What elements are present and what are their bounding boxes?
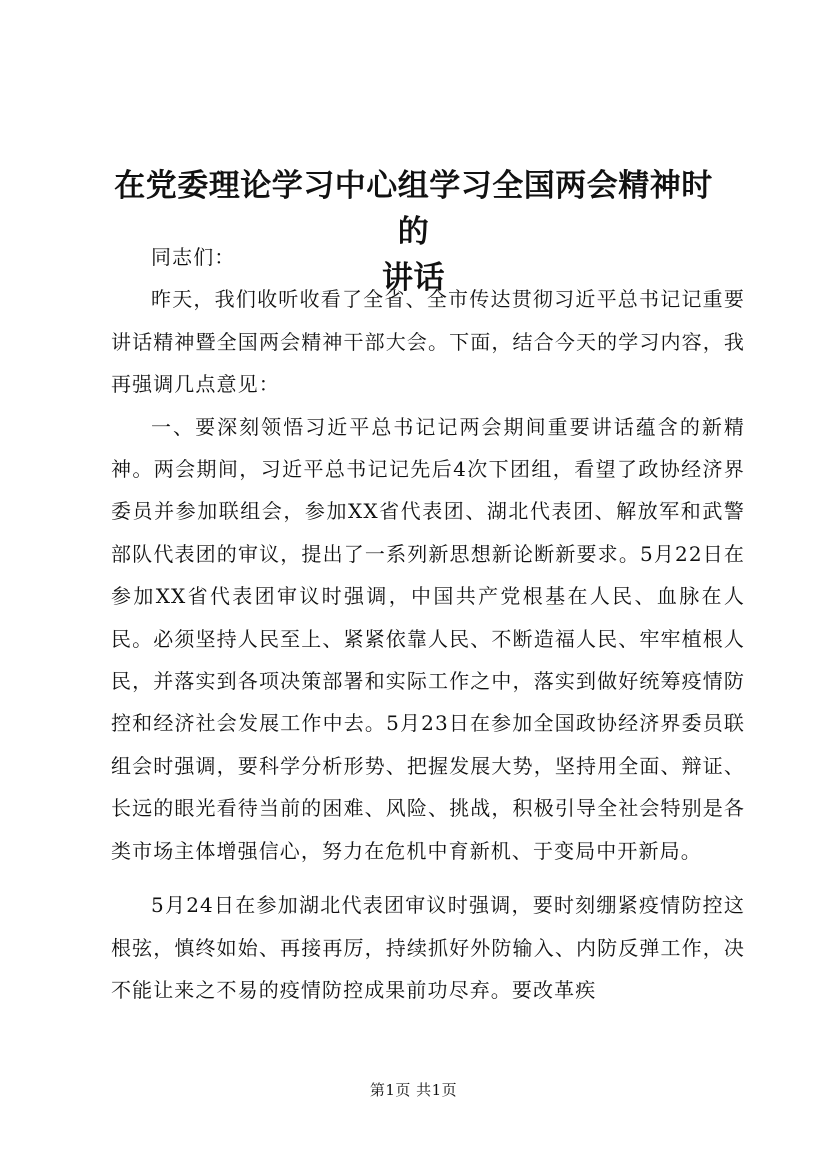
document-body [111, 236, 745, 1011]
page-footer [0, 1080, 827, 1100]
salutation: 同志们： [151, 245, 236, 269]
title-line-2: 讲话 [382, 259, 445, 296]
paragraph-point-one: 一、要深刻领悟习近平总书记记两会期间重要讲话蕴含的新精神。两会期间，习近平总书记记先后4次下团组，看望了政协经济界委员并参加联组会，参加XX省代表团、湖北代表团、解放军和武警部队代表团的审议，提出了一系列新思想新论断新要求。5月22日在参加XX省代表团审议时强调，中国共产党根基在人民、血脉在人民。必须坚持人民至上、紧紧依靠人民、不断造福人民、牢牢植根人民，并落实到各项决策部署和实际工作之中，落实到做好统筹疫情防控和经济社会发展工作中去。5月23日在参加全国政协经济界委员联组会时强调，要科学分析形势、把握发展大势，坚持用全面、辩证、长远的眼光看待当前的困难、风险、挑战，积极引导全社会特别是各类市场主体增强信心，努力在危机中育新机、于变局中开新局。 [111, 414, 745, 863]
title-line-1: 在党委理论学习中心组学习全国两会精神时的 [114, 167, 713, 250]
paragraph-intro: 昨天，我们收听收看了全省、全市传达贯彻习近平总书记记重要讲话精神暨全国两会精神干部大会。下面，结合今天的学习内容，我再强调几点意见： [111, 287, 745, 397]
paragraph-continued: 5月24日在参加湖北代表团审议时强调，要时刻绷紧疫情防控这根弦，慎终如始、再接再厉，持续抓好外防输入、内防反弹工作，决不能让来之不易的疫情防控成果前功尽弃。要改革疾 [111, 893, 745, 1002]
page-number: 第1页 共1页 [369, 1081, 458, 1099]
